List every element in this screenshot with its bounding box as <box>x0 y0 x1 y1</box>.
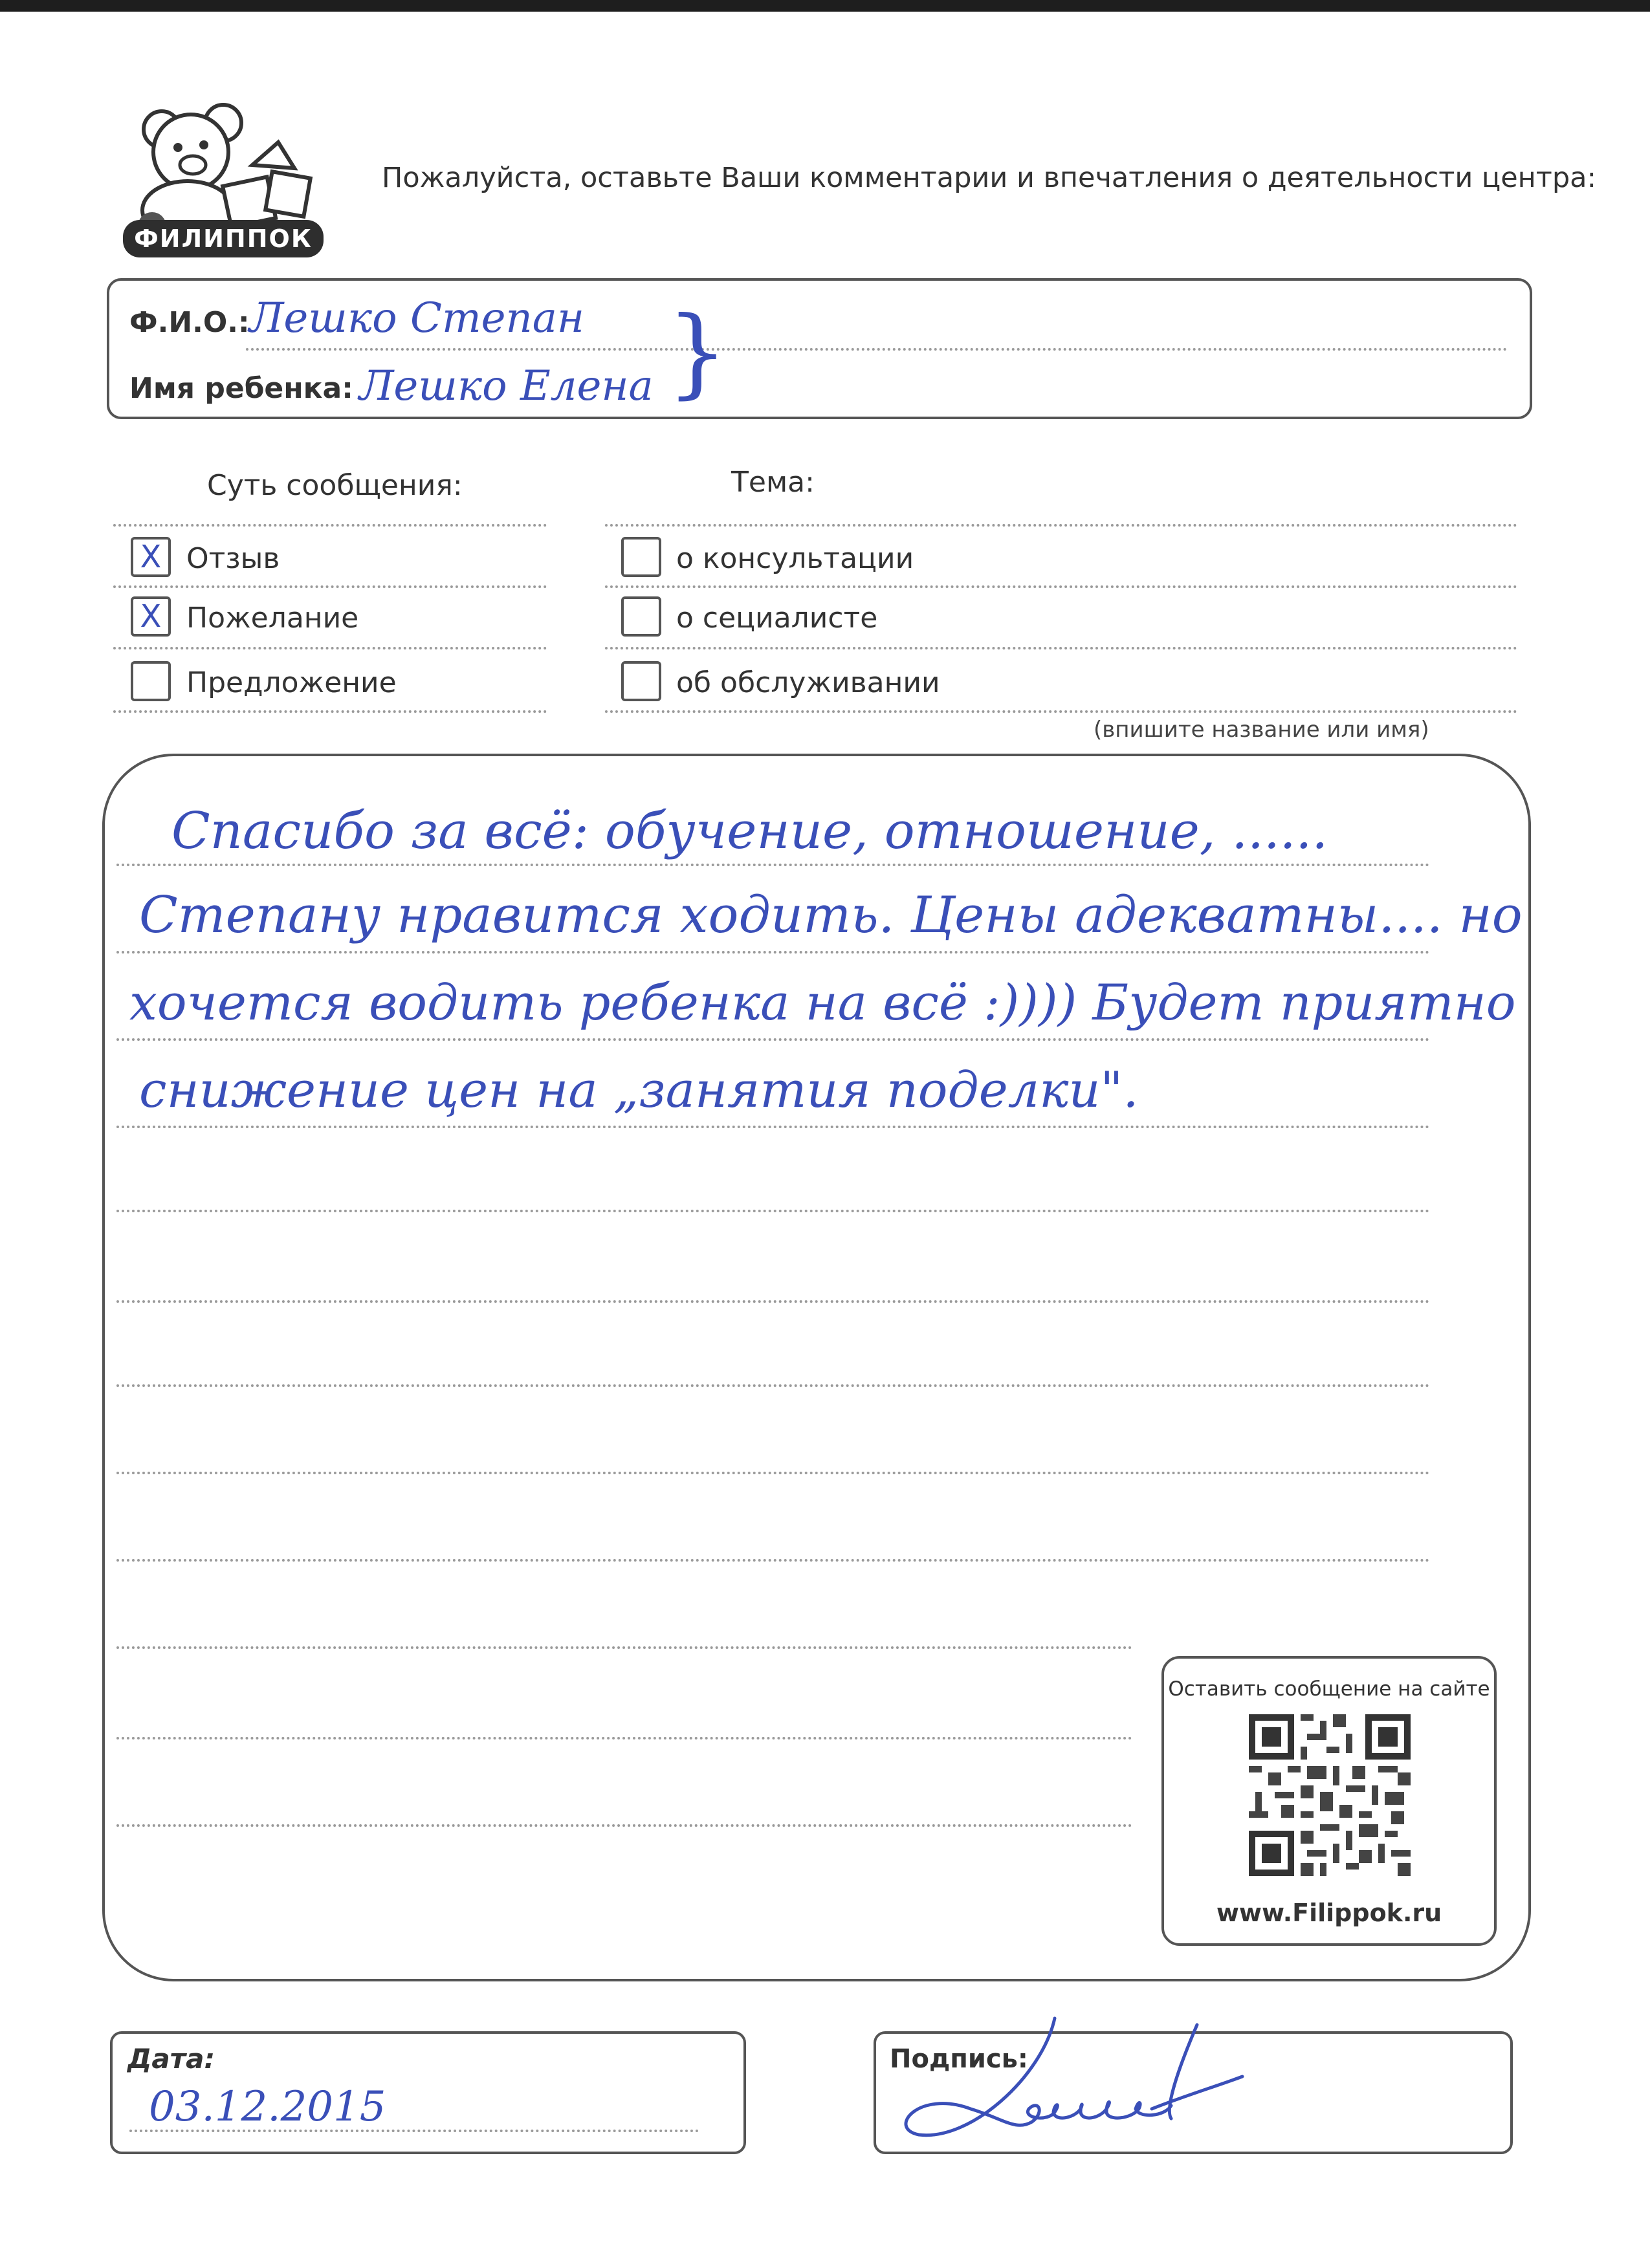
brace-mark: } <box>666 296 729 409</box>
comment-line <box>116 1038 1430 1041</box>
divider <box>605 585 1517 588</box>
signature-label: Подпись: <box>890 2044 1028 2074</box>
comment-line <box>116 1646 1132 1649</box>
child-value: Лешко Елена <box>359 362 654 410</box>
signature-mark <box>893 1979 1255 2186</box>
option-label: Пожелание <box>186 602 359 635</box>
fio-label: Ф.И.О.: <box>129 306 250 339</box>
message-type-label: Суть сообщения: <box>207 469 463 502</box>
qr-caption: Оставить сообщение на сайте <box>1168 1677 1490 1701</box>
option-label: о сециалисте <box>676 602 878 635</box>
checkbox-service[interactable] <box>621 661 661 701</box>
divider <box>605 647 1517 649</box>
comment-line <box>116 1126 1430 1128</box>
checkbox-mark: X <box>140 598 162 635</box>
divider <box>113 710 547 713</box>
checkbox-proposal[interactable] <box>131 661 171 701</box>
divider <box>605 710 1517 713</box>
page-prompt: Пожалуйста, оставьте Ваши комментарии и впечатления о деятельности центра: <box>382 162 1596 194</box>
option-label: Предложение <box>186 666 397 699</box>
date-label: Дата: <box>127 2043 215 2075</box>
fio-value: Лешко Степан <box>249 294 585 342</box>
fio-line <box>246 348 1508 351</box>
comment-line <box>116 1559 1430 1562</box>
checkbox-mark: X <box>140 539 162 575</box>
topic-label: Тема: <box>731 466 815 499</box>
comment-line <box>116 1824 1132 1827</box>
qr-code-icon <box>1249 1714 1411 1876</box>
comment-line <box>116 1210 1430 1212</box>
comment-text-line: хочется водить ребенка на всё :)))) Будет приятно <box>129 974 1516 1031</box>
child-label: Имя ребенка: <box>129 372 353 405</box>
checkbox-wish[interactable] <box>131 596 171 637</box>
option-label: об обслуживании <box>676 666 940 699</box>
date-line <box>129 2130 699 2132</box>
logo <box>116 97 330 259</box>
comment-line <box>116 1472 1430 1474</box>
comment-text-line: Спасибо за всё: обучение, отношение, ...... <box>171 802 1328 860</box>
divider <box>113 585 547 588</box>
logo-wordmark: ФИЛИППОК <box>123 220 324 257</box>
checkbox-specialist[interactable] <box>621 596 661 637</box>
divider <box>113 524 547 527</box>
comment-line <box>116 1737 1132 1739</box>
qr-url: www.Filippok.ru <box>1216 1899 1442 1927</box>
comment-line <box>116 1384 1430 1387</box>
comment-line <box>116 1300 1430 1303</box>
comment-text-line: снижение цен на „занятия поделки". <box>139 1061 1139 1118</box>
checkbox-feedback[interactable] <box>131 537 171 577</box>
divider <box>113 647 547 649</box>
scan-top-edge <box>0 0 1650 12</box>
checkbox-consultation[interactable] <box>621 537 661 577</box>
comment-text-line: Степану нравится ходить. Цены адекватны.... но <box>139 886 1523 944</box>
comment-line <box>116 864 1430 866</box>
date-value: 03.12.2015 <box>149 2083 386 2131</box>
divider <box>605 524 1517 527</box>
option-label: Отзыв <box>186 542 280 575</box>
option-label: о консультации <box>676 542 914 575</box>
comment-line <box>116 951 1430 954</box>
topic-hint: (впишите название или имя) <box>1094 717 1429 743</box>
